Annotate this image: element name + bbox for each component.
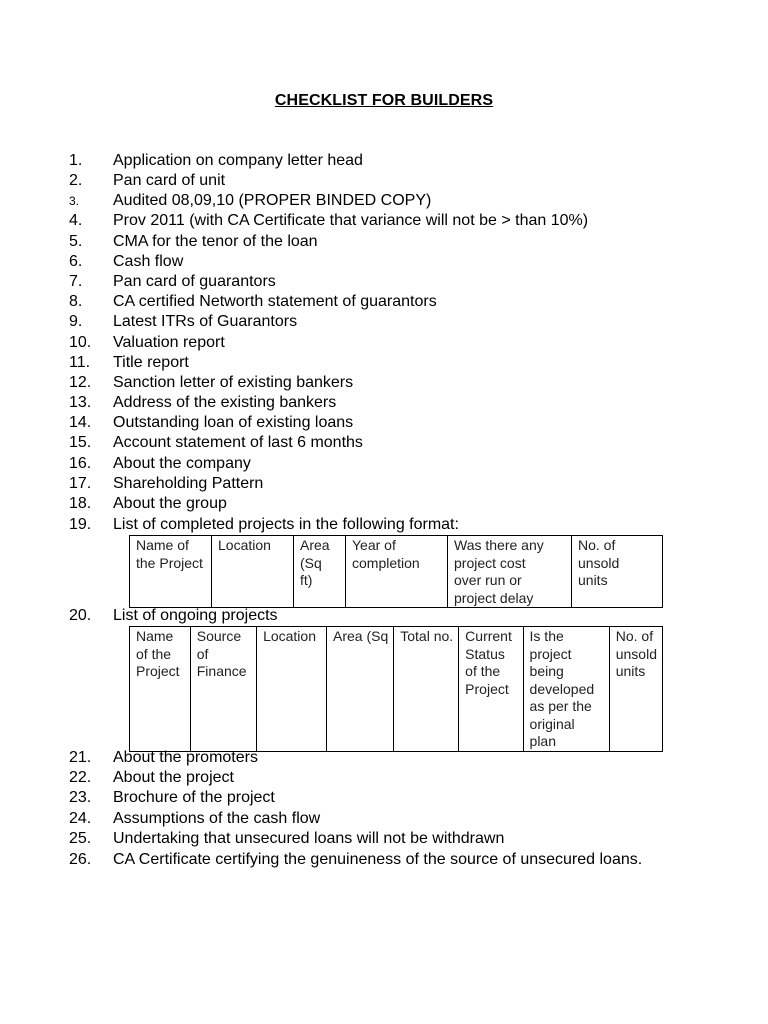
list-item bbox=[0, 788, 768, 808]
list-item bbox=[0, 151, 768, 171]
list-item bbox=[0, 393, 768, 413]
item-text: About the project bbox=[113, 769, 234, 786]
header-cell: Location bbox=[257, 627, 327, 752]
item-number: 22. bbox=[69, 769, 92, 786]
item-number: 26. bbox=[69, 851, 92, 868]
list-item bbox=[0, 211, 768, 231]
item-number: 24. bbox=[69, 810, 92, 827]
table-header-row bbox=[130, 536, 663, 608]
item-number: 21. bbox=[69, 749, 92, 766]
table-header-row bbox=[130, 627, 663, 752]
item-text: About the company bbox=[113, 455, 251, 472]
header-cell: Current Status of the Project bbox=[459, 627, 523, 752]
item-text: List of completed projects in the following format: bbox=[113, 516, 459, 533]
item-text: List of ongoing projects bbox=[113, 607, 278, 624]
list-item bbox=[0, 413, 768, 433]
list-item bbox=[0, 333, 768, 353]
item-number: 18. bbox=[69, 495, 92, 512]
item-text: About the group bbox=[113, 495, 227, 512]
item-text: CA certified Networth statement of guarantors bbox=[113, 293, 437, 310]
header-cell: Is the project being developed as per the original plan bbox=[523, 627, 609, 752]
list-item bbox=[0, 353, 768, 373]
item-text: Valuation report bbox=[113, 334, 225, 351]
list-item bbox=[0, 809, 768, 829]
list-item bbox=[0, 829, 768, 849]
item-text: About the promoters bbox=[113, 749, 258, 766]
item-text: Title report bbox=[113, 354, 189, 371]
list-item bbox=[0, 232, 768, 252]
list-item bbox=[0, 171, 768, 191]
list-item bbox=[0, 454, 768, 474]
item-number: 12. bbox=[69, 374, 92, 391]
item-number: 10. bbox=[69, 334, 92, 351]
item-text: Address of the existing bankers bbox=[113, 394, 337, 411]
header-cell: No. of unsold units bbox=[572, 536, 663, 608]
item-number: 2. bbox=[69, 172, 83, 189]
header-cell: Area (Sq bbox=[326, 627, 393, 752]
list-item bbox=[0, 191, 768, 211]
item-number: 17. bbox=[69, 475, 92, 492]
item-text: Sanction letter of existing bankers bbox=[113, 374, 354, 391]
header-cell: Location bbox=[212, 536, 294, 608]
header-cell: No. of unsold units bbox=[609, 627, 662, 752]
header-cell: Area (Sq ft) bbox=[294, 536, 346, 608]
header-cell: Source of Finance bbox=[190, 627, 256, 752]
list-item bbox=[0, 515, 768, 535]
item-number: 7. bbox=[69, 273, 83, 290]
list-item bbox=[0, 292, 768, 312]
list-item bbox=[0, 312, 768, 332]
item-number: 20. bbox=[69, 607, 92, 624]
item-number: 8. bbox=[69, 293, 83, 310]
item-text: Application on company letter head bbox=[113, 152, 363, 169]
item-number: 1. bbox=[69, 152, 83, 169]
item-number: 23. bbox=[69, 789, 92, 806]
list-item bbox=[0, 252, 768, 272]
item-number: 6. bbox=[69, 253, 83, 270]
item-text: Cash flow bbox=[113, 253, 184, 270]
item-number: 11. bbox=[69, 354, 91, 371]
item-text: Shareholding Pattern bbox=[113, 475, 264, 492]
list-item bbox=[0, 494, 768, 514]
list-item bbox=[0, 850, 768, 892]
item-text: Pan card of unit bbox=[113, 172, 226, 189]
list-item bbox=[0, 474, 768, 494]
item-text: Assumptions of the cash flow bbox=[113, 810, 321, 827]
item-text: Brochure of the project bbox=[113, 789, 275, 806]
header-cell: Year of completion bbox=[346, 536, 448, 608]
list-item bbox=[0, 433, 768, 453]
header-cell: Name of the Project bbox=[130, 627, 191, 752]
item-number: 4. bbox=[69, 212, 83, 229]
list-item bbox=[0, 606, 768, 626]
item-text: Undertaking that unsecured loans will not be withdrawn bbox=[113, 830, 505, 847]
header-cell: Was there any project cost over run or project delay bbox=[448, 536, 572, 608]
item-number: 5. bbox=[69, 233, 83, 250]
item-number: 9. bbox=[69, 313, 83, 330]
item-text: CMA for the tenor of the loan bbox=[113, 233, 318, 250]
item-number: 16. bbox=[69, 455, 92, 472]
list-item bbox=[0, 272, 768, 292]
completed-projects-table bbox=[129, 535, 663, 608]
item-text: Outstanding loan of existing loans bbox=[113, 414, 354, 431]
item-number: 14. bbox=[69, 414, 92, 431]
header-cell: Name of the Project bbox=[130, 536, 212, 608]
item-text: CA Certificate certifying the genuineness of the source of unsecured loans. bbox=[113, 851, 643, 868]
item-number: 19. bbox=[69, 516, 92, 533]
item-text: Account statement of last 6 months bbox=[113, 434, 363, 451]
ongoing-projects-table bbox=[129, 626, 663, 752]
item-number: 13. bbox=[69, 394, 92, 411]
item-text: Latest ITRs of Guarantors bbox=[113, 313, 298, 330]
item-text: Prov 2011 (with CA Certificate that variance will not be > than 10%) bbox=[113, 212, 589, 229]
list-item bbox=[0, 768, 768, 788]
item-number: 25. bbox=[69, 830, 92, 847]
header-cell: Total no. bbox=[394, 627, 459, 752]
page-title: CHECKLIST FOR BUILDERS bbox=[274, 92, 494, 109]
list-item bbox=[0, 373, 768, 393]
item-number: 3. bbox=[69, 194, 80, 208]
item-text: Pan card of guarantors bbox=[113, 273, 276, 290]
item-number: 15. bbox=[69, 434, 92, 451]
item-text: Audited 08,09,10 (PROPER BINDED COPY) bbox=[113, 192, 432, 209]
list-item bbox=[0, 748, 768, 768]
